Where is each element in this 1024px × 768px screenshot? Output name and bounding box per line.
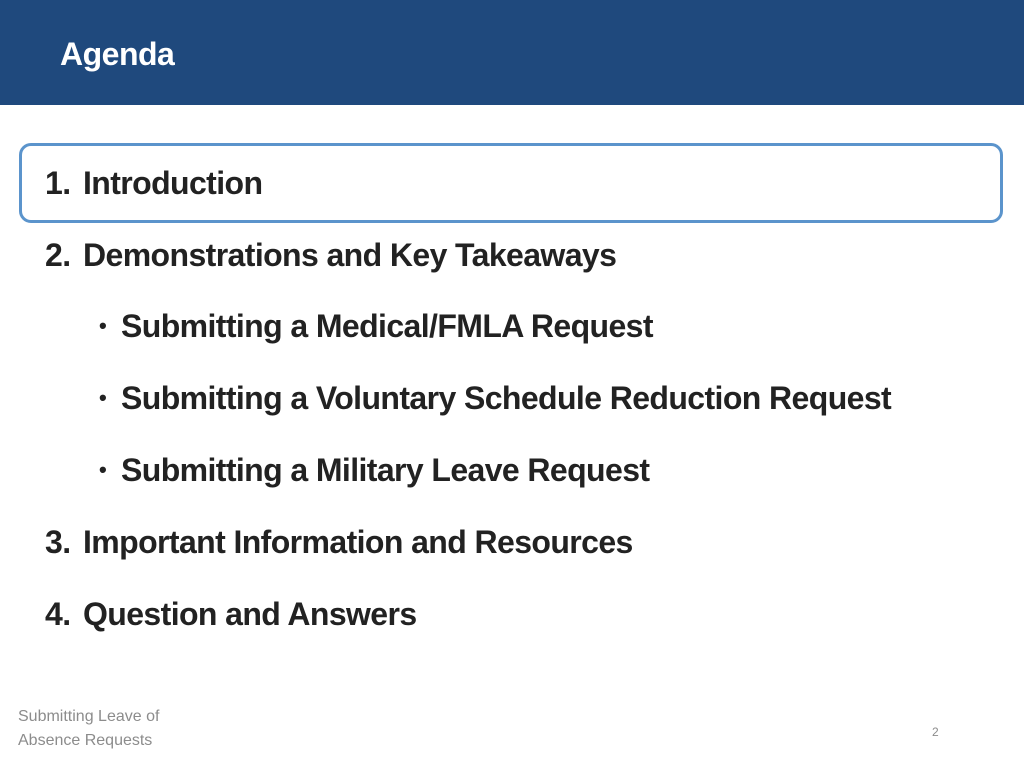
agenda-subitem-medical-fmla <box>99 306 653 346</box>
agenda-item-label: Question and Answers <box>83 596 417 632</box>
bullet-icon: • <box>99 457 107 482</box>
bullet-icon: • <box>99 313 107 338</box>
agenda-item-label: Demonstrations and Key Takeaways <box>83 237 617 273</box>
footer-presentation-title: Submitting Leave of Absence Requests <box>18 708 160 749</box>
agenda-item-questions <box>45 594 417 634</box>
agenda-subitem-label: Submitting a Medical/FMLA Request <box>121 308 653 344</box>
bullet-icon: • <box>99 385 107 410</box>
agenda-item-number: 1. <box>45 165 71 201</box>
agenda-item-demonstrations <box>45 235 616 275</box>
agenda-item-number: 3. <box>45 524 71 560</box>
slide-title: Agenda <box>60 36 175 72</box>
agenda-item-label: Introduction <box>83 165 263 201</box>
agenda-item-introduction <box>45 163 262 203</box>
title-bar <box>0 0 1024 105</box>
agenda-item-important-information <box>45 522 633 562</box>
agenda-item-label: Important Information and Resources <box>83 524 633 560</box>
agenda-subitem-label: Submitting a Voluntary Schedule Reduction Request <box>121 380 892 416</box>
agenda-item-number: 4. <box>45 596 71 632</box>
agenda-item-number: 2. <box>45 237 71 273</box>
agenda-subitem-label: Submitting a Military Leave Request <box>121 452 650 488</box>
agenda-subitem-military-leave <box>99 450 649 490</box>
footer-page-number: 2 <box>932 725 939 739</box>
agenda-subitem-schedule-reduction <box>99 378 891 418</box>
